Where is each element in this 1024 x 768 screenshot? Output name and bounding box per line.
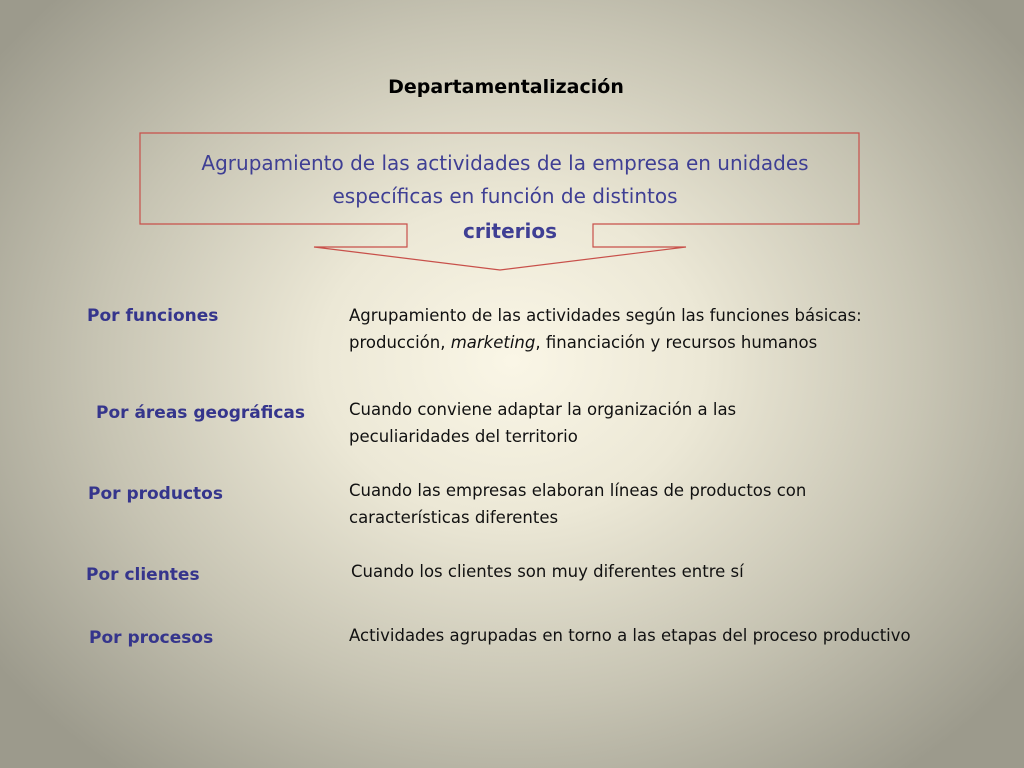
definition-line-2: específicas en función de distintos [332, 184, 678, 208]
criterion-description-clientes [351, 558, 744, 585]
description-italic-term: marketing [450, 333, 536, 352]
description-line: Cuando los clientes son muy diferentes entre sí [351, 562, 744, 581]
description-line: Actividades agrupadas en torno a las etapas del proceso productivo [349, 626, 911, 645]
criterion-label-clientes: Por clientes [86, 565, 200, 585]
criterion-label-procesos: Por procesos [89, 628, 214, 648]
description-line: Cuando las empresas elaboran líneas de productos con [349, 481, 807, 500]
description-line: características diferentes [349, 508, 559, 527]
definition-emphasis: criterios [462, 219, 558, 243]
description-text: producción, [349, 333, 451, 352]
description-line: peculiaridades del territorio [349, 427, 578, 446]
criterion-description-areas-geograficas [349, 396, 736, 450]
description-line [349, 329, 862, 356]
criterion-description-funciones [349, 302, 862, 356]
criterion-description-procesos [349, 622, 911, 649]
criterion-label-areas-geograficas: Por áreas geográficas [96, 403, 306, 423]
description-line: Cuando conviene adaptar la organización a las [349, 400, 737, 419]
description-text: , financiación y recursos humanos [535, 333, 818, 352]
criterion-label-productos: Por productos [88, 484, 223, 504]
definition-text [140, 146, 870, 250]
slide-title: Departamentalización [388, 76, 624, 98]
definition-line-1: Agrupamiento de las actividades de la empresa en unidades [201, 151, 809, 175]
criterion-label-funciones: Por funciones [87, 306, 219, 326]
description-line: Agrupamiento de las actividades según las funciones básicas: [349, 306, 862, 325]
criterion-description-productos [349, 477, 806, 531]
